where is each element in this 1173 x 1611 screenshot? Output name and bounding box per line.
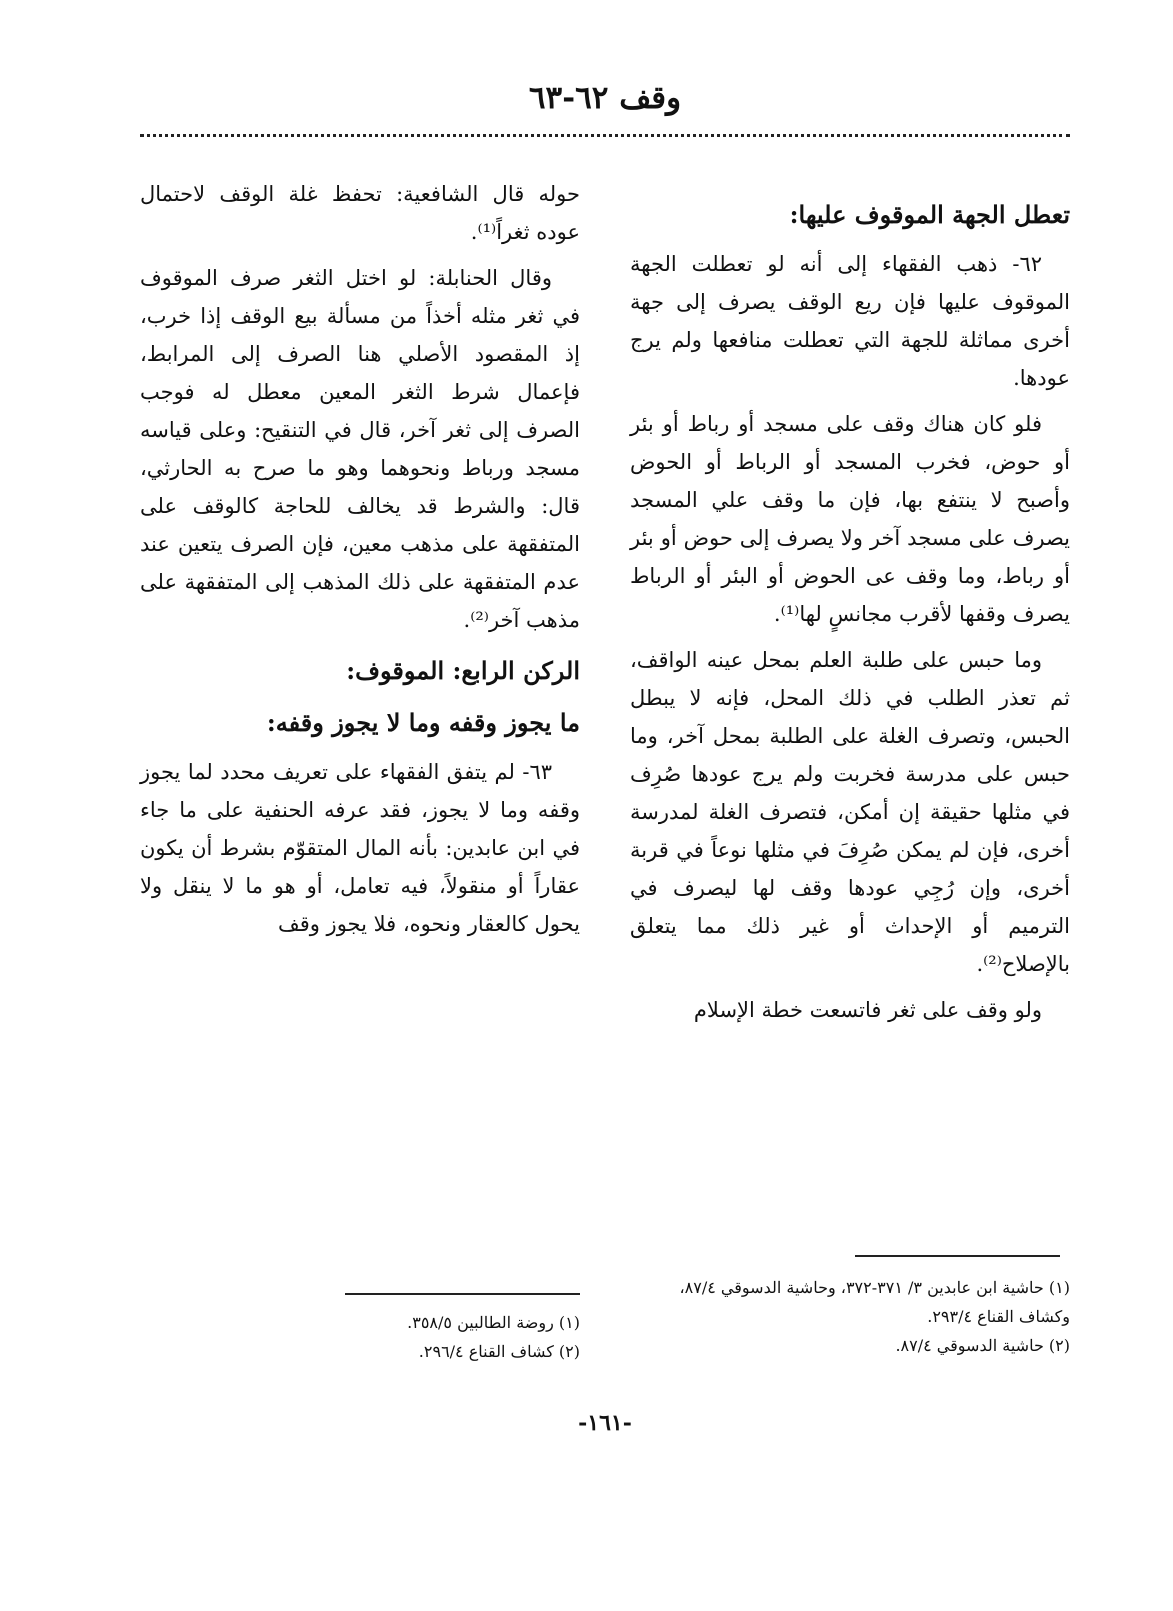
footnote-left-2: (٢) كشاف القناع ٢٩٦/٤. (418, 1342, 580, 1361)
header-dotted-divider (140, 134, 1070, 137)
right-column (630, 175, 1070, 1037)
footnotes-right (630, 1273, 1070, 1360)
footnote-left-1: (١) روضة الطالبين ٣٥٨/٥. (407, 1313, 580, 1332)
footnotes-left (140, 1308, 580, 1366)
section-heading-fourth-pillar: الركن الرابع: الموقوف: (346, 656, 580, 685)
paragraph-63: ٦٣- لم يتفق الفقهاء على تعريف محدد لما يجوز وقفه وما لا يجوز، فقد عرفه الحنفية على ما جاء في ابن عابدين: بأنه المال المتقوّم بشرط أن يكون عقاراً أو منقولاً، فيه تعامل، أو هو ما لا ينقل ولا يحول كالعقار ونحوه، فلا يجوز وقف (140, 760, 580, 936)
paragraph-frontier-start: ولو وقف على ثغر فاتسعت خطة الإسلام (693, 998, 1042, 1022)
footnote-rule-right (855, 1255, 1060, 1257)
paragraph-frontier-continued: حوله قال الشافعية: تحفظ غلة الوقف لاحتمال عوده ثغراً⁽¹⁾. (140, 182, 580, 244)
paragraph-students-example: وما حبس على طلبة العلم بمحل عينه الواقف، ثم تعذر الطلب في ذلك المحل، فإنه لا يبطل الحبس، وتصرف الغلة على الطلبة بمحل آخر، وما حبس على مدرسة فخربت ولم يرج عودها صُرِف في مثلها حقيقة إن أمكن، فتصرف الغلة لمدرسة أخرى، فإن لم يمكن صُرِفَ في مثلها نوعاً في قربة أخرى، وإن رُجِي عودها وقف لها ليصرف في الترميم أو الإحداث أو غير ذلك مما يتعلق بالإصلاح⁽²⁾. (630, 648, 1070, 976)
footnote-right-1: (١) حاشية ابن عابدين ٣/ ٣٧١-٣٧٢، وحاشية الدسوقي ٨٧/٤، وكشاف القناع ٢٩٣/٤. (679, 1278, 1070, 1326)
paragraph-mosque-example: فلو كان هناك وقف على مسجد أو رباط أو بئر أو حوض، فخرب المسجد أو الرباط أو الحوض وأصبح لا ينتفع بها، فإن ما وقف علي المسجد يصرف على مسجد آخر ولا يصرف إلى حوض أو بئر أو رباط، وما وقف عى الحوض أو البئر أو الرباط يصرف وقفها لأقرب مجانسٍ لها⁽¹⁾. (630, 412, 1070, 626)
section-heading-what-may-be-endowed: ما يجوز وقفه وما لا يجوز وقفه: (266, 708, 580, 737)
footnote-rule-left (345, 1293, 580, 1295)
page-header-title: وقف ٦٢-٦٣ (528, 80, 682, 116)
footnote-right-2: (٢) حاشية الدسوقي ٨٧/٤. (895, 1336, 1070, 1355)
left-column (140, 175, 580, 951)
page-number: -١٦١- (578, 1410, 632, 1436)
paragraph-62: ٦٢- ذهب الفقهاء إلى أنه لو تعطلت الجهة الموقوف عليها فإن ريع الوقف يصرف إلى جهة أخرى مماثلة للجهة التي تعطلت منافعها ولم يرج عودها. (630, 252, 1070, 390)
paragraph-hanbali: وقال الحنابلة: لو اختل الثغر صرف الموقوف في ثغر مثله أخذاً من مسألة بيع الوقف إذا خرب، إذ المقصود الأصلي هنا الصرف إلى المرابط، فإعمال شرط الثغر المعين معطل له فوجب الصرف إلى ثغر آخر، قال في التنقيح: وعلى قياسه مسجد ورباط ونحوهما وهو ما صرح به الحارثي، قال: والشرط قد يخالف للحاجة كالوقف على المتفقهة على مذهب معين، فإن الصرف يتعين عند عدم المتفقهة على ذلك المذهب إلى المتفقهة على مذهب آخر⁽²⁾. (140, 266, 580, 632)
section-heading-disrupted-beneficiary: تعطل الجهة الموقوف عليها: (789, 200, 1070, 229)
